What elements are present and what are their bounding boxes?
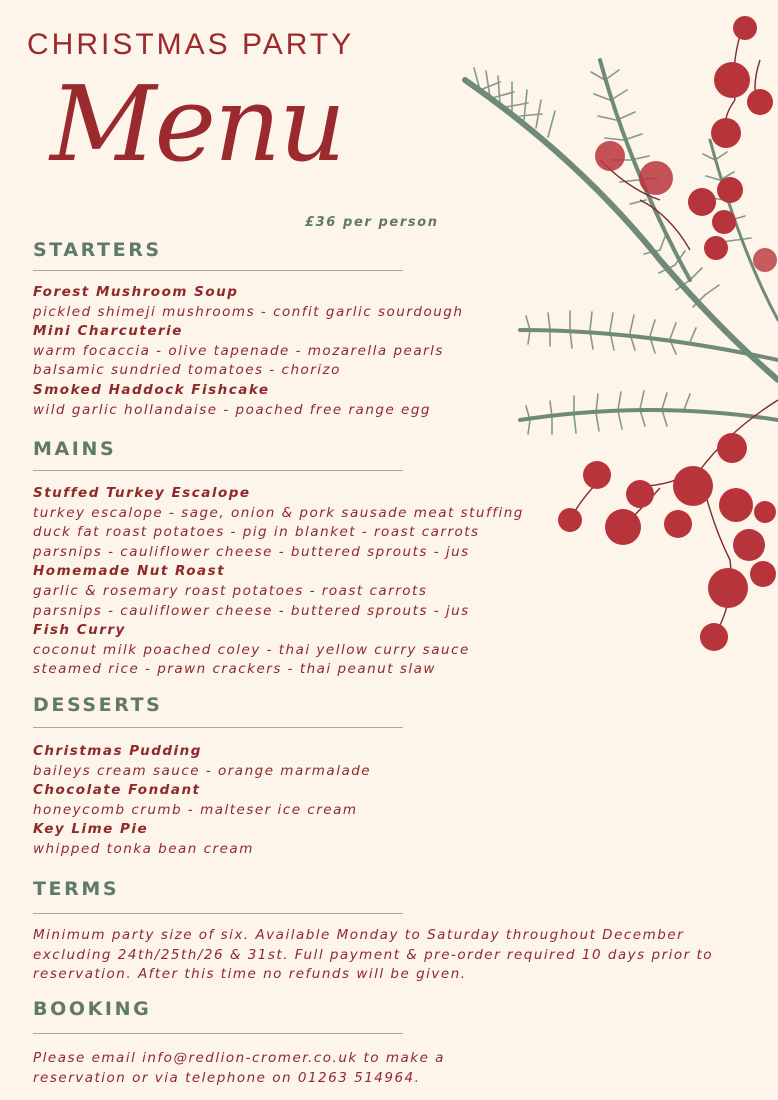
menu-item-description: garlic & rosemary roast potatoes - roast carrots xyxy=(33,582,428,599)
booking-text xyxy=(33,1049,445,1088)
menu-item-description: turkey escalope - sage, onion & pork sausade meat stuffing xyxy=(33,504,524,521)
menu-item-name: Mini Charcuterie xyxy=(33,323,183,340)
booking-line: Please email info@redlion-cromer.co.uk to make a xyxy=(33,1050,445,1066)
menu-item-description: steamed rice - prawn crackers - thai peanut slaw xyxy=(33,661,436,678)
menu-item-description: baileys cream sauce - orange marmalade xyxy=(33,762,372,779)
menu-item-description: balsamic sundried tomatoes - chorizo xyxy=(33,362,341,379)
mains-divider xyxy=(33,470,403,471)
menu-script-title: Menu xyxy=(50,63,344,185)
booking-divider xyxy=(33,1033,403,1034)
menu-item-description: wild garlic hollandaise - poached free range egg xyxy=(33,401,431,418)
mains-heading: MAINS xyxy=(33,438,117,460)
menu-item-name: Christmas Pudding xyxy=(33,743,202,759)
menu-item-description: parsnips - cauliflower cheese - buttered sprouts - jus xyxy=(33,602,470,619)
desserts-list xyxy=(33,742,371,860)
terms-line: Minimum party size of six. Available Monday to Saturday throughout December xyxy=(33,927,685,943)
terms-line: reservation. After this time no refunds will be given. xyxy=(33,966,467,983)
menu-item-name: Smoked Haddock Fishcake xyxy=(33,381,270,398)
menu-item-description: duck fat roast potatoes - pig in blanket - roast carrots xyxy=(33,524,480,541)
menu-item-name: Chocolate Fondant xyxy=(33,782,201,799)
terms-line: excluding 24th/25th/26 & 31st. Full payment & pre-order required 10 days prior to xyxy=(33,946,714,963)
menu-item-description: pickled shimeji mushrooms - confit garlic sourdough xyxy=(33,303,464,320)
starters-list xyxy=(33,283,463,420)
menu-item-name: Key Lime Pie xyxy=(33,821,149,838)
starters-divider xyxy=(33,270,403,271)
starters-heading: STARTERS xyxy=(33,239,162,261)
desserts-divider xyxy=(33,727,403,728)
menu-item-name: Homemade Nut Roast xyxy=(33,563,226,580)
menu-item-name: Fish Curry xyxy=(33,622,126,639)
menu-item-description: honeycomb crumb - malteser ice cream xyxy=(33,801,358,818)
desserts-heading: DESSERTS xyxy=(33,694,163,716)
booking-heading: BOOKING xyxy=(33,998,152,1020)
price-per-person: £36 per person xyxy=(305,215,439,230)
mains-list xyxy=(33,484,524,680)
booking-line: reservation or via telephone on 01263 514964. xyxy=(33,1069,421,1086)
menu-item-name: Stuffed Turkey Escalope xyxy=(33,485,251,501)
terms-divider xyxy=(33,913,403,914)
menu-item-description: parsnips - cauliflower cheese - buttered sprouts - jus xyxy=(33,543,470,560)
menu-item-description: whipped tonka bean cream xyxy=(33,840,254,857)
terms-text xyxy=(33,926,713,985)
menu-item-name: Forest Mushroom Soup xyxy=(33,284,239,300)
menu-item-description: coconut milk poached coley - thai yellow curry sauce xyxy=(33,641,470,658)
menu-item-description: warm focaccia - olive tapenade - mozarella pearls xyxy=(33,342,444,359)
terms-heading: TERMS xyxy=(33,878,120,900)
party-title: CHRISTMAS PARTY xyxy=(27,28,355,61)
